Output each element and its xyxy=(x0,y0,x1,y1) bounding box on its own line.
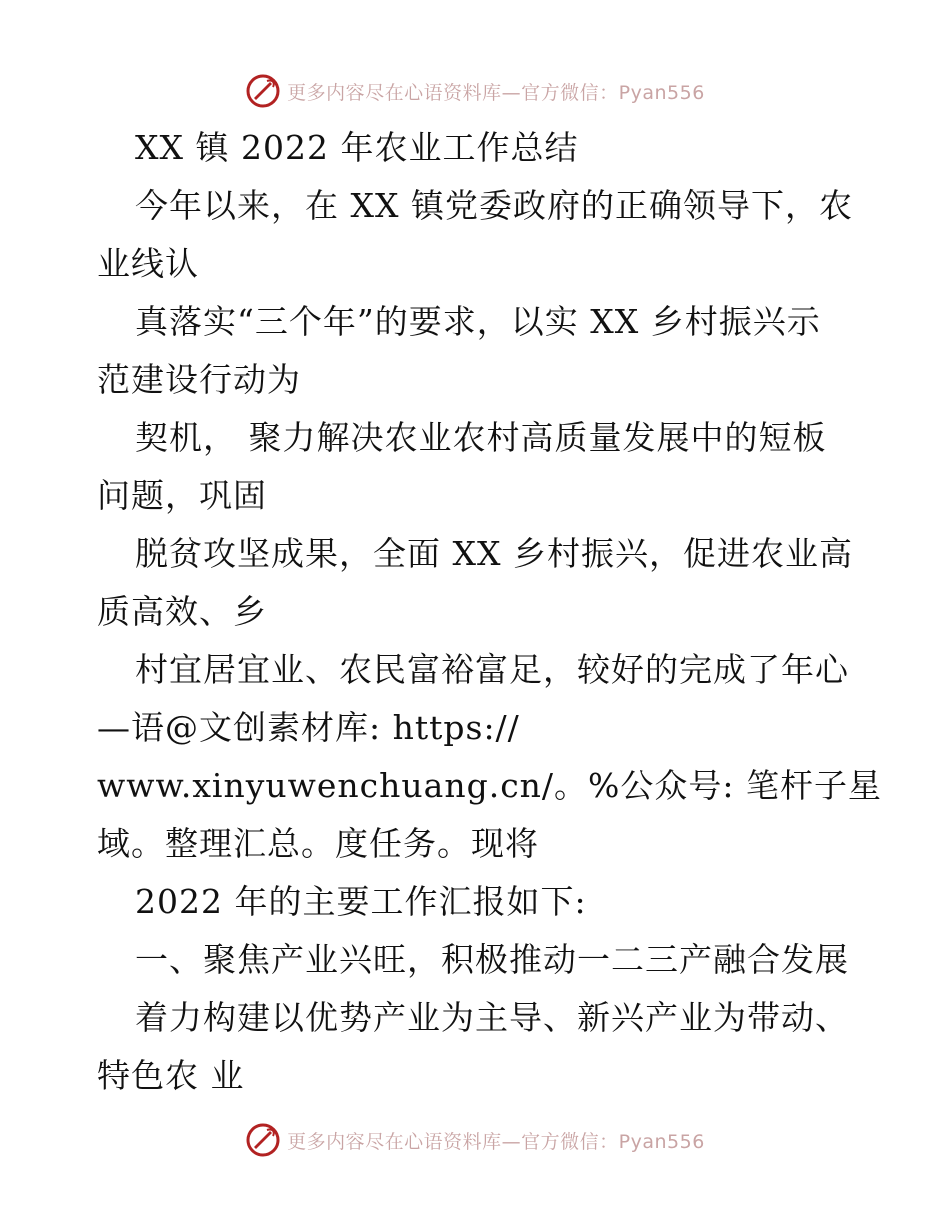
paragraph-line: 质高效、乡 xyxy=(97,592,267,631)
watermark-text: 更多内容尽在心语资料库—官方微信：Pyan556 xyxy=(287,81,705,104)
red-quill-seal-icon xyxy=(245,1122,281,1158)
paragraph-line: 真落实“三个年”的要求，以实 XX 乡村振兴示 xyxy=(135,302,821,341)
paragraph-line: 着力构建以优势产业为主导、新兴产业为带动、 xyxy=(135,998,849,1037)
section-heading: 一、聚焦产业兴旺，积极推动一二三产融合发展 xyxy=(135,940,849,979)
paragraph-line: 契机， 聚力解决农业农村高质量发展中的短板 xyxy=(135,418,827,457)
paragraph-line: 问题，巩固 xyxy=(97,476,267,515)
paragraph-line: www.xinyuwenchuang.cn/。%公众号: 笔杆子星 xyxy=(97,766,883,805)
paragraph-line: 域。整理汇总。度任务。现将 xyxy=(97,824,539,863)
paragraph-line: 范建设行动为 xyxy=(97,360,301,399)
paragraph-line: 脱贫攻坚成果，全面 XX 乡村振兴，促进农业高 xyxy=(135,534,853,573)
footer-watermark xyxy=(0,1117,950,1163)
paragraph-line: 今年以来，在 XX 镇党委政府的正确领导下，农 xyxy=(135,186,853,225)
paragraph-line: 村宜居宜业、农民富裕富足，较好的完成了年心 xyxy=(135,650,849,689)
red-quill-seal-icon xyxy=(245,73,281,109)
document-title: XX 镇 2022 年农业工作总结 xyxy=(135,128,579,167)
paragraph-line: 业线认 xyxy=(97,244,199,283)
paragraph-line: —语@文创素材库: https:// xyxy=(97,708,520,747)
watermark-text: 更多内容尽在心语资料库—官方微信：Pyan556 xyxy=(287,1130,705,1153)
paragraph-line: 2022 年的主要工作汇报如下: xyxy=(135,882,587,921)
paragraph-line: 特色农 业 xyxy=(97,1056,245,1095)
header-watermark xyxy=(0,68,950,114)
